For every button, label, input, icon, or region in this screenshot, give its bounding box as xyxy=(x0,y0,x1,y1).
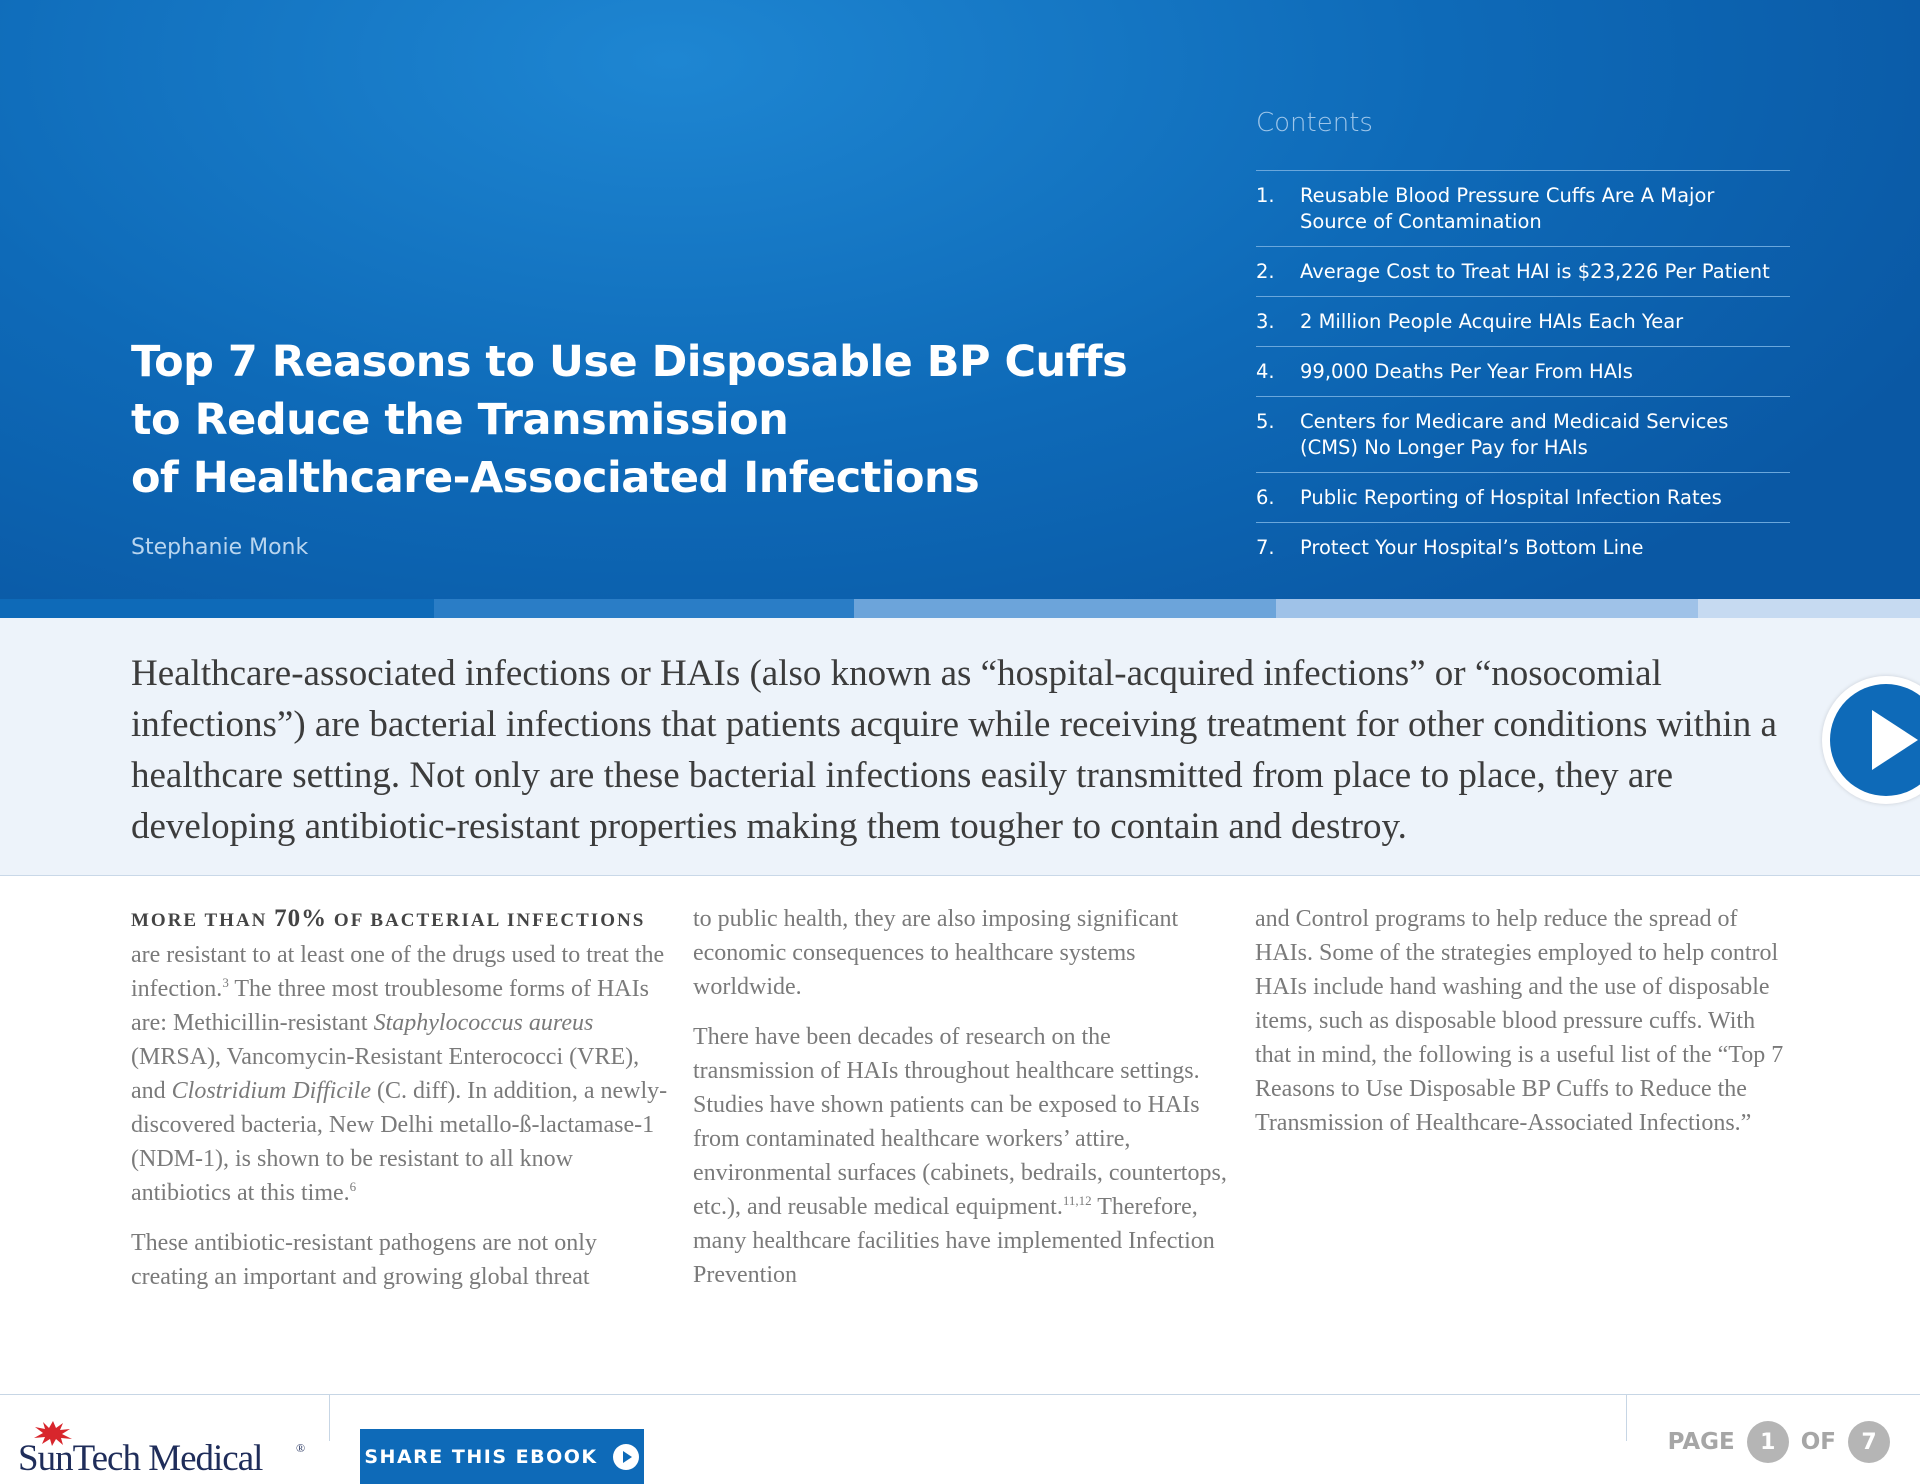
page-footer xyxy=(0,1394,1920,1484)
share-ebook-button[interactable] xyxy=(360,1429,644,1484)
article-paragraph xyxy=(131,902,671,1210)
ebook-title-line: of Healthcare-Associated Infections xyxy=(131,453,980,503)
intro-band xyxy=(0,618,1920,876)
article-paragraph xyxy=(693,1020,1233,1292)
ebook-title-line: Top 7 Reasons to Use Disposable BP Cuffs xyxy=(131,337,1128,387)
article-column-2 xyxy=(693,902,1233,1308)
text-run: Therefore, many healthcare facilities have implemented Infection Prevention xyxy=(693,1194,1215,1288)
contents-item[interactable] xyxy=(1256,523,1790,572)
author-name: Stephanie Monk xyxy=(131,535,309,560)
contents-item-number: 6. xyxy=(1256,486,1275,509)
text-run: (C. diff). In addition, a newly-discovered bacteria, New Delhi metallo-ß-lactamase-1 (NDM-1), is shown to be resistant to all know antibiotics at this time. xyxy=(131,1078,668,1206)
contents-item-line: 2 Million People Acquire HAIs Each Year xyxy=(1300,310,1684,333)
next-page-button[interactable] xyxy=(1822,676,1920,804)
contents-item[interactable] xyxy=(1256,397,1790,473)
footer-divider xyxy=(329,1395,330,1441)
contents-item-label xyxy=(1300,359,1790,385)
page-label: PAGE xyxy=(1667,1429,1735,1455)
text-run: are resistant to at least one of the drugs used to treat the infection. xyxy=(131,942,665,1002)
italic-term: Staphylococcus aureus xyxy=(373,1010,594,1036)
hero-banner xyxy=(0,0,1920,600)
contents-item-number: 4. xyxy=(1256,360,1275,383)
contents-item-label xyxy=(1300,535,1790,561)
contents-item-label xyxy=(1300,309,1790,335)
citation-marker: 6 xyxy=(349,1179,357,1194)
contents-heading: Contents xyxy=(1256,108,1373,138)
lead-in-text: MORE THAN xyxy=(131,910,275,931)
contents-item-number: 1. xyxy=(1256,184,1275,207)
color-bar xyxy=(854,599,1276,618)
play-arrow-glyph xyxy=(1822,676,1920,804)
contents-item-line: 99,000 Deaths Per Year From HAIs xyxy=(1300,360,1633,383)
ebook-title-line: to Reduce the Transmission xyxy=(131,395,789,445)
contents-item-line: Protect Your Hospital’s Bottom Line xyxy=(1300,536,1644,559)
play-arrow-icon xyxy=(612,1443,640,1471)
suntech-logo xyxy=(18,1405,308,1479)
text-run: There have been decades of research on the transmission of HAIs throughout healthcare settings. Studies have shown patients can be exposed to HAIs from contaminated healthcare workers’ attire, environmental surfaces (cabinets, bedrails, countertops, etc.), and reusable medical equipment. xyxy=(693,1024,1227,1220)
color-bar xyxy=(1276,599,1698,618)
article-paragraph: to public health, they are also imposing significant economic consequences to healthcare systems worldwide. xyxy=(693,906,1179,1000)
intro-paragraph: Healthcare-associated infections or HAIs (also known as “hospital-acquired infections” or “nosocomial infections”) are bacterial infections that patients acquire while receiving treatment for other conditions within a healthcare setting. Not only are these bacterial infections easily transmitted from place to place, they are developing antibiotic-resistant properties making them tougher to contain and destroy. xyxy=(131,653,1777,847)
contents-item-label xyxy=(1300,485,1790,511)
italic-term: Clostridium Difficile xyxy=(171,1078,371,1104)
contents-item-number: 2. xyxy=(1256,260,1275,283)
paragraph-body xyxy=(131,942,667,1206)
total-pages-number[interactable]: 7 xyxy=(1848,1421,1890,1463)
contents-item-line: Reusable Blood Pressure Cuffs Are A Major xyxy=(1300,184,1715,207)
current-page-number[interactable]: 1 xyxy=(1747,1421,1789,1463)
text-run: (MRSA), Vancomycin-Resistant Enterococci (VRE), and xyxy=(131,1044,640,1104)
contents-item-number: 5. xyxy=(1256,410,1275,433)
contents-item-line: Average Cost to Treat HAI is $23,226 Per Patient xyxy=(1300,260,1770,283)
citation-marker: 3 xyxy=(222,975,229,990)
page-indicator xyxy=(1668,1421,1890,1463)
contents-item-line: Centers for Medicare and Medicaid Services xyxy=(1300,410,1729,433)
lead-in-stat: 70% xyxy=(274,905,328,932)
contents-list xyxy=(1256,170,1790,572)
lead-in-text: OF BACTERIAL INFECTIONS xyxy=(327,910,646,931)
footer-divider xyxy=(1626,1395,1627,1441)
color-bar xyxy=(0,599,434,618)
color-bar xyxy=(1698,599,1920,618)
article-column-1 xyxy=(131,902,671,1310)
logo-wordmark: SunTech Medical xyxy=(18,1438,263,1479)
contents-item-number: 7. xyxy=(1256,536,1275,559)
color-bar xyxy=(434,599,854,618)
article-column-3 xyxy=(1255,902,1795,1156)
ebook-title xyxy=(131,333,1128,507)
citation-marker: 11,12 xyxy=(1062,1193,1092,1208)
contents-item[interactable] xyxy=(1256,297,1790,347)
contents-item[interactable] xyxy=(1256,247,1790,297)
article-paragraph: and Control programs to help reduce the spread of HAIs. Some of the strategies employed to help control HAIs include hand washing and the use of disposable items, such as disposable blood pressure cuffs. With that in mind, the following is a useful list of the “Top 7 Reasons to Use Disposable BP Cuffs to Reduce the Transmission of Healthcare-Associated Infections.” xyxy=(1255,906,1784,1136)
contents-item-label xyxy=(1300,409,1790,461)
table-of-contents xyxy=(1256,108,1790,572)
contents-item[interactable] xyxy=(1256,347,1790,397)
page-of-label: OF xyxy=(1800,1429,1836,1455)
contents-item[interactable] xyxy=(1256,473,1790,523)
contents-item-label xyxy=(1300,183,1790,235)
contents-item-label xyxy=(1300,259,1790,285)
registered-mark: ® xyxy=(296,1441,306,1455)
text-run: The three most troublesome forms of HAIs are: Methicillin-resistant xyxy=(131,976,649,1036)
contents-item[interactable] xyxy=(1256,171,1790,247)
contents-item-line: (CMS) No Longer Pay for HAIs xyxy=(1300,436,1588,459)
contents-item-line: Source of Contamination xyxy=(1300,210,1542,233)
contents-item-line: Public Reporting of Hospital Infection Rates xyxy=(1300,486,1722,509)
contents-item-number: 3. xyxy=(1256,310,1275,333)
article-paragraph: These antibiotic-resistant pathogens are not only creating an important and growing global threat xyxy=(131,1230,597,1290)
lead-in xyxy=(131,905,646,932)
share-ebook-label: SHARE THIS EBOOK xyxy=(364,1446,598,1468)
decorative-color-bars xyxy=(0,599,1920,618)
